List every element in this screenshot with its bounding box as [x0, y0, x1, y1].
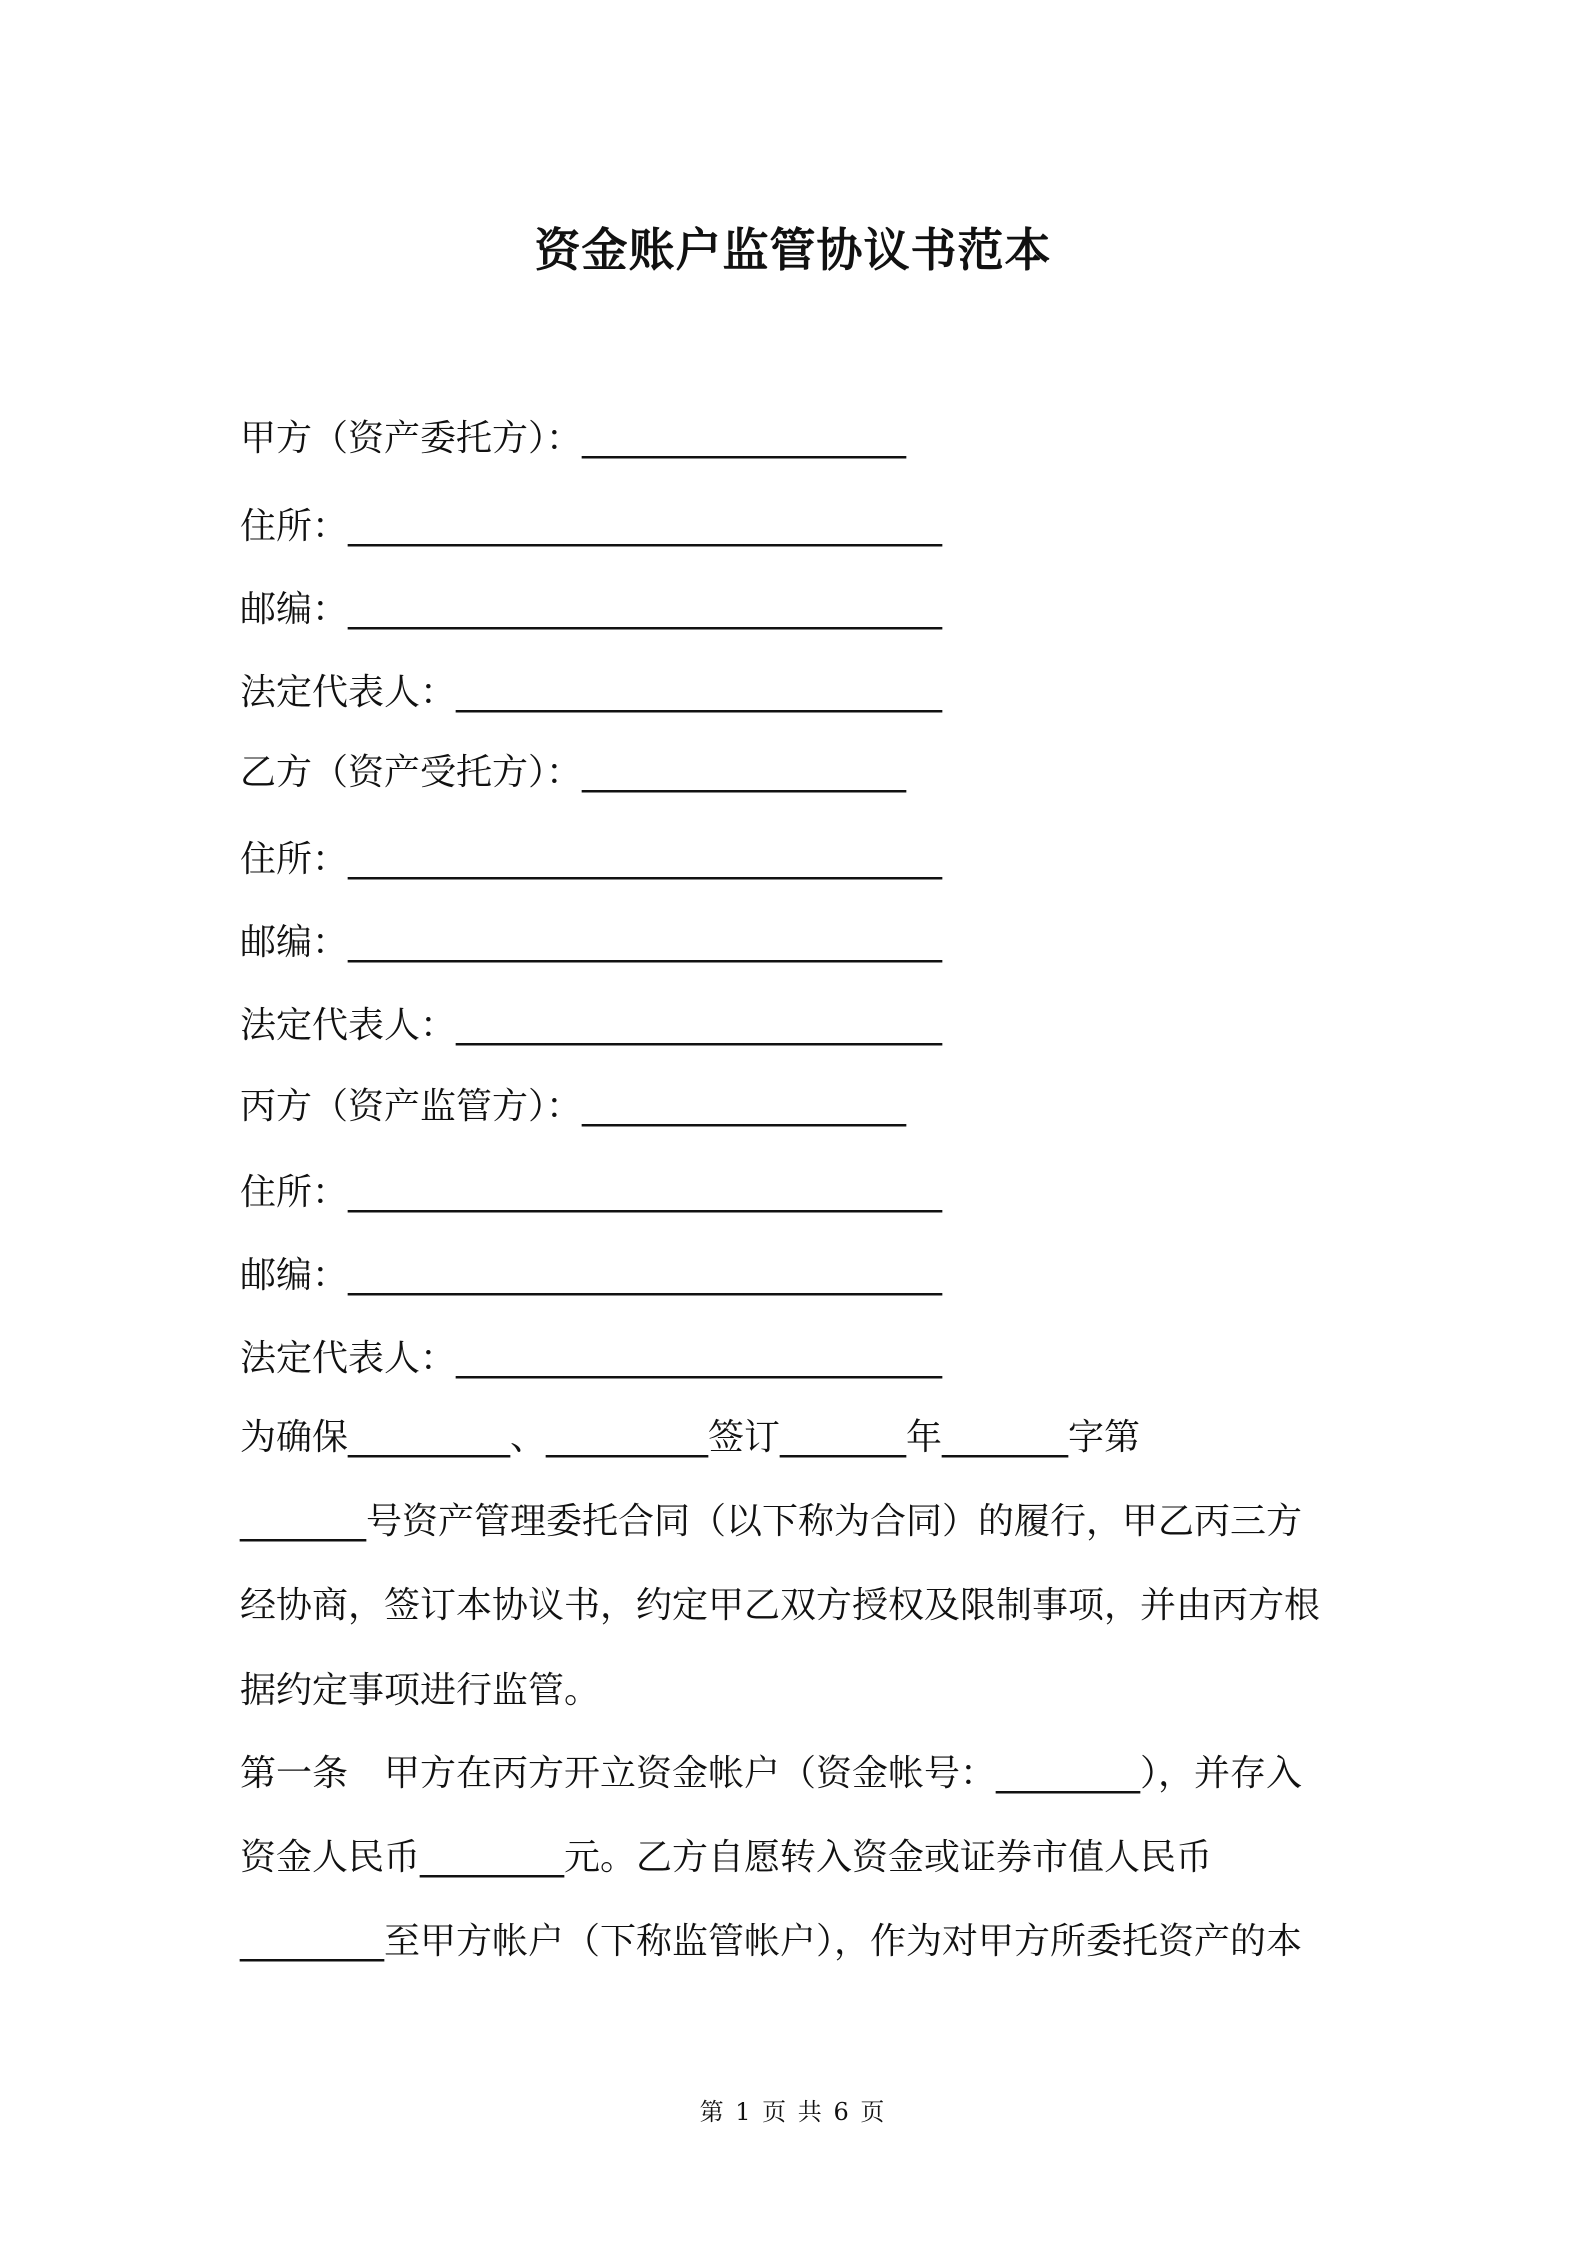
party-b-address: 住所：_________________________________ — [240, 839, 943, 880]
article-one-line: 资金人民币________元。乙方自愿转入资金或证券市值人民币 — [240, 1837, 1213, 1878]
article-one-line: 第一条 甲方在丙方开立资金帐户（资金帐号：________），并存入 — [240, 1753, 1303, 1794]
party-c-legal-rep: 法定代表人：___________________________ — [240, 1338, 943, 1379]
party-b-legal-rep: 法定代表人：___________________________ — [240, 1005, 943, 1046]
party-a-postcode: 邮编：_________________________________ — [240, 589, 943, 630]
article-one-line: ________至甲方帐户（下称监管帐户），作为对甲方所委托资产的本 — [240, 1921, 1303, 1962]
document-title: 资金账户监管协议书范本 — [534, 223, 1052, 277]
party-c-header: 丙方（资产监管方）：__________________ — [240, 1086, 907, 1127]
party-a-legal-rep: 法定代表人：___________________________ — [240, 672, 943, 713]
preamble-line: 为确保_________、_________签订_______年_______字第 — [240, 1417, 1141, 1458]
party-b-postcode: 邮编：_________________________________ — [240, 922, 943, 963]
page-number-footer: 第 1 页 共 6 页 — [699, 2098, 887, 2126]
preamble-line: _______号资产管理委托合同（以下称为合同）的履行，甲乙丙三方 — [240, 1501, 1303, 1542]
party-c-postcode: 邮编：_________________________________ — [240, 1255, 943, 1296]
party-a-header: 甲方（资产委托方）：__________________ — [240, 418, 907, 459]
preamble-line: 经协商，签订本协议书，约定甲乙双方授权及限制事项，并由丙方根 — [240, 1585, 1321, 1626]
party-b-header: 乙方（资产受托方）：__________________ — [240, 752, 907, 793]
party-c-address: 住所：_________________________________ — [240, 1172, 943, 1213]
party-a-address: 住所：_________________________________ — [240, 506, 943, 547]
preamble-line: 据约定事项进行监管。 — [240, 1670, 601, 1711]
